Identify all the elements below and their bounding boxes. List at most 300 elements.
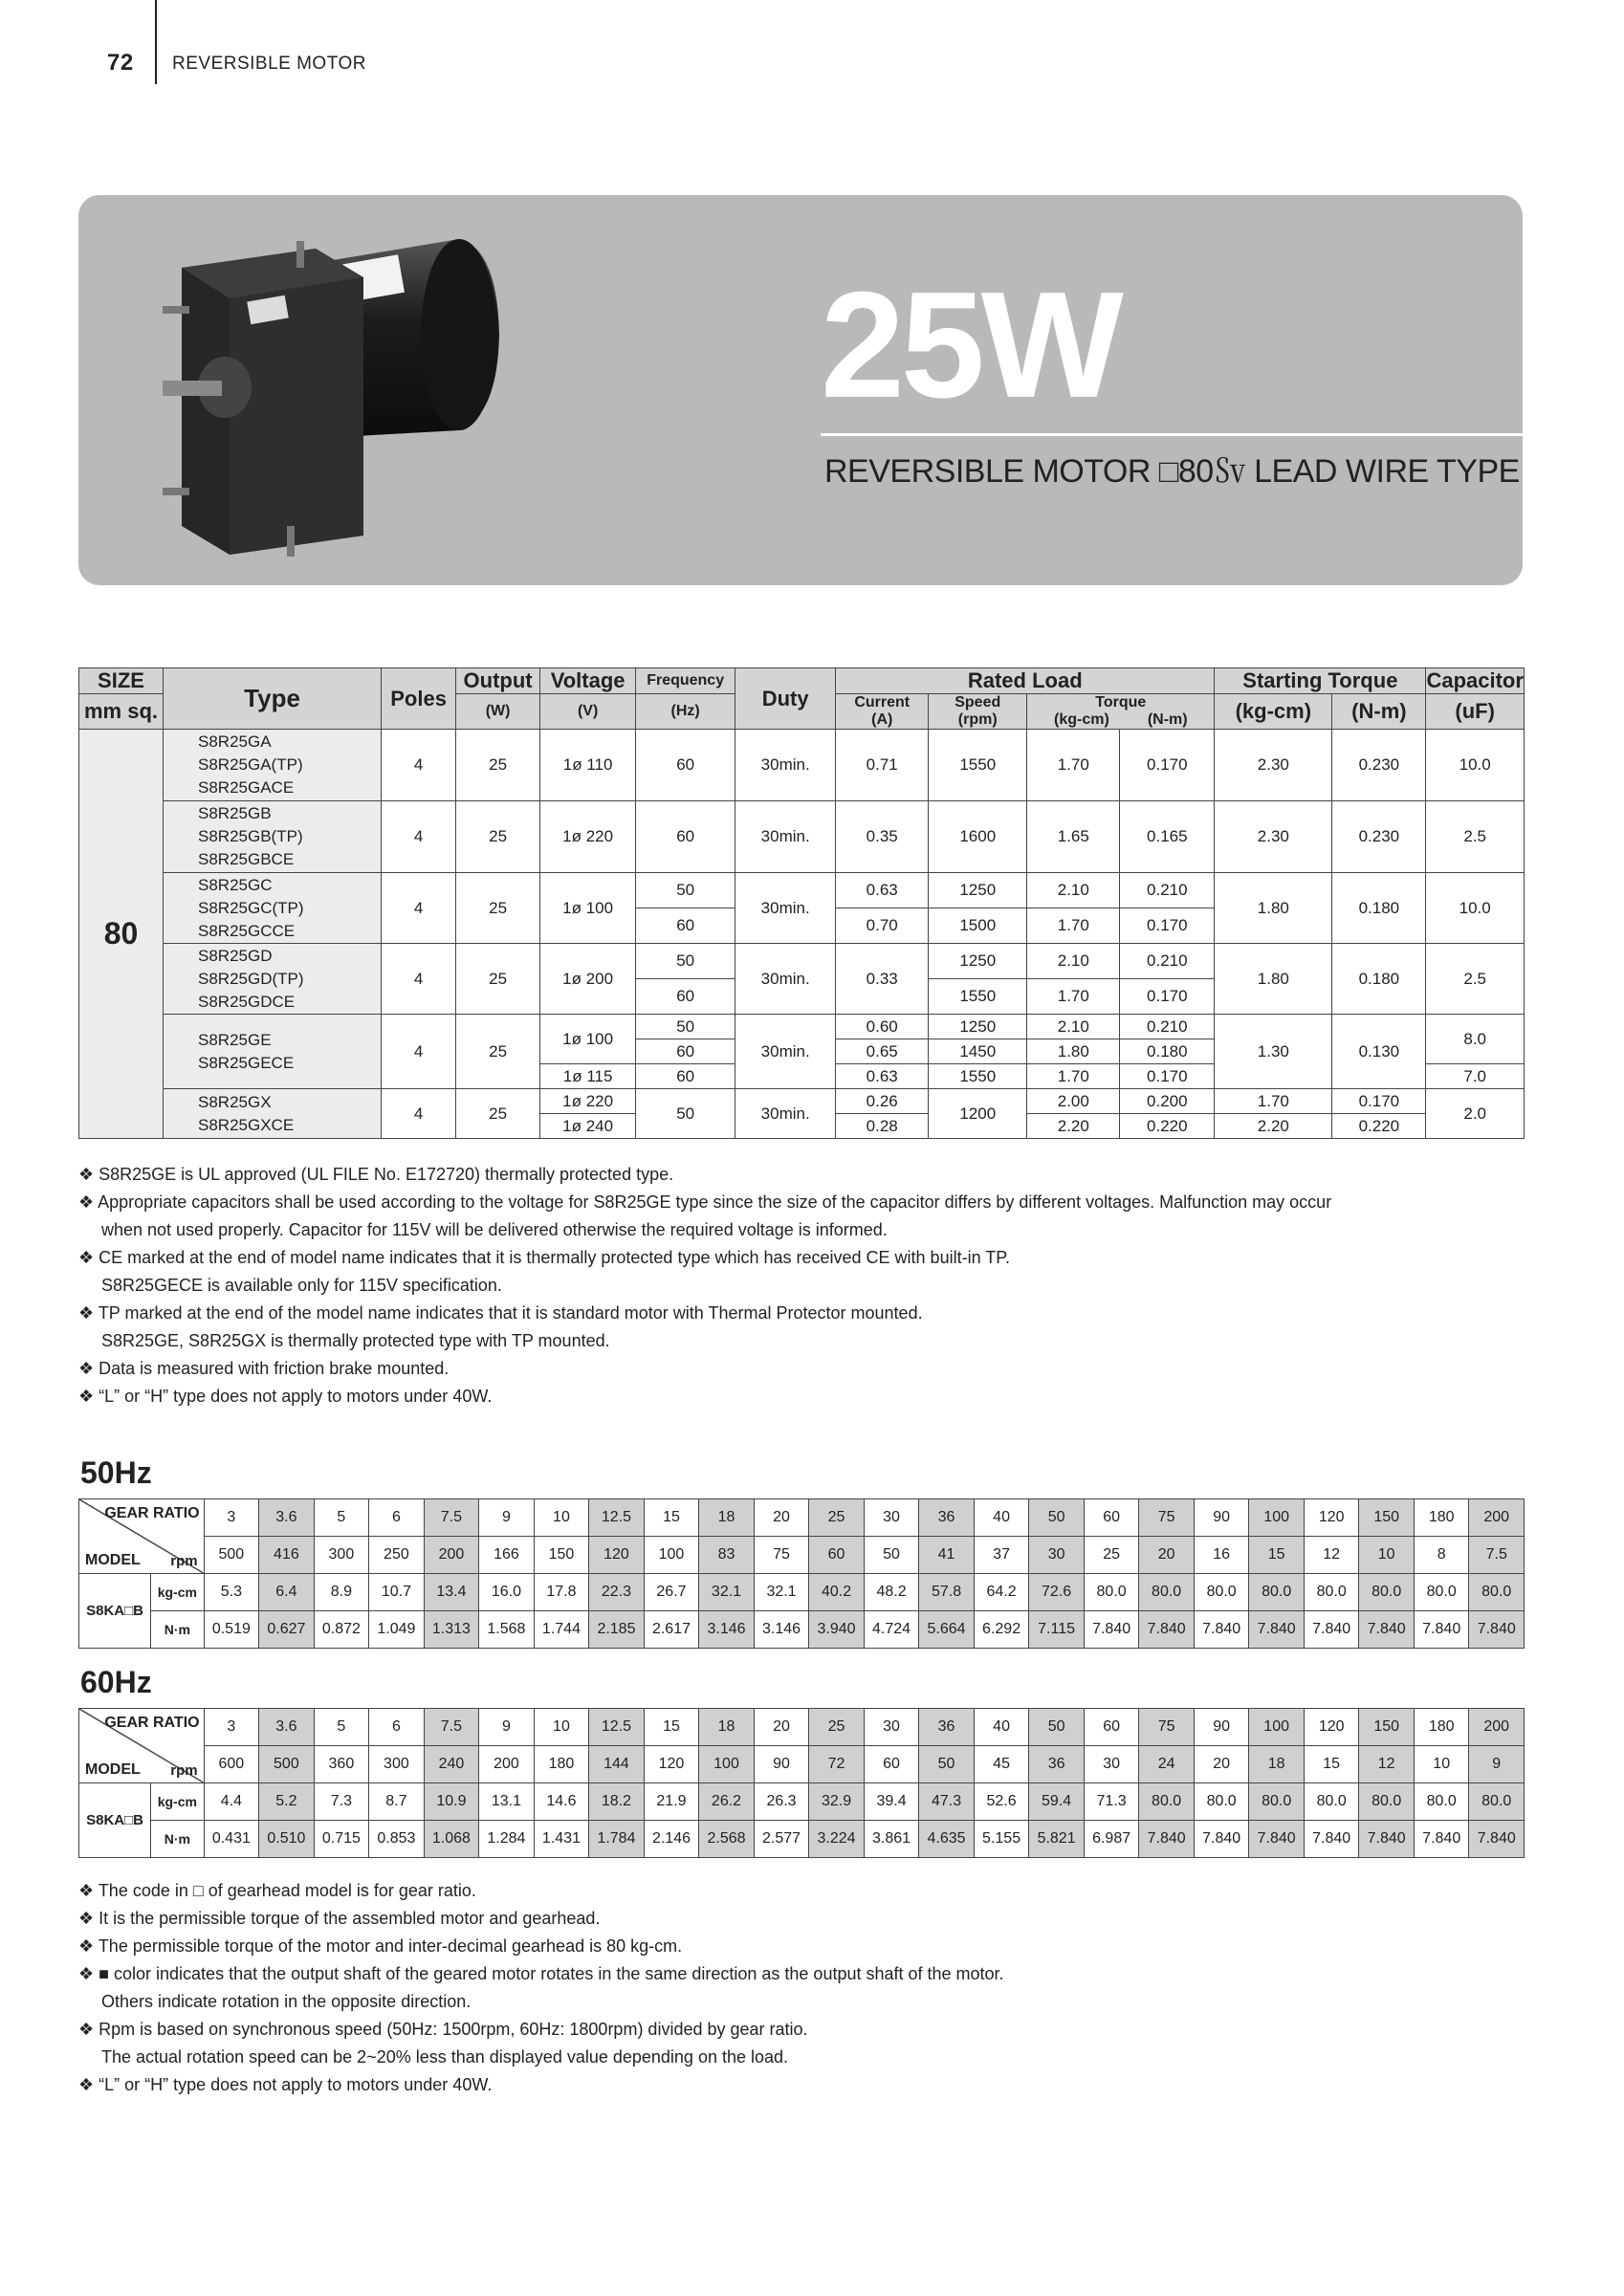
current-value: 0.26 (836, 1089, 929, 1114)
note-line: ❖ TP marked at the end of the model name indicates that it is standard motor with Thermal Protector mounted. (78, 1303, 923, 1323)
kgcm-cell: 7.3 (314, 1783, 369, 1821)
rpm-cell: 144 (589, 1746, 645, 1783)
section-title-50hz: 50Hz (80, 1455, 152, 1490)
gear-ratio-cell: 5 (314, 1499, 369, 1537)
frequency-header: Frequency (636, 668, 735, 694)
gear-ratio-cell: 50 (1029, 1499, 1085, 1537)
kgcm-cell: 80.0 (1304, 1783, 1359, 1821)
torque-nm-value: 0.210 (1120, 873, 1215, 908)
gear-ratio-cell: 90 (1194, 1499, 1249, 1537)
kgcm-cell: 8.7 (369, 1783, 425, 1821)
model-name: S8R25GC(TP) (198, 898, 304, 917)
output-value: 25 (456, 801, 540, 873)
kgcm-cell: 16.0 (479, 1574, 535, 1611)
st-kgcm-value: 2.30 (1215, 801, 1332, 873)
torque-kgcm-value: 1.70 (1027, 1064, 1120, 1089)
model-name: S8R25GB(TP) (198, 827, 303, 845)
output-header: Output (456, 668, 540, 694)
torque-header (1027, 694, 1215, 730)
rpm-cell: 12 (1359, 1746, 1415, 1783)
type-header: Type (164, 668, 382, 730)
model-name: S8R25GB (198, 804, 272, 822)
rated-load-header: Rated Load (836, 668, 1215, 694)
model-name: S8R25GCCE (198, 921, 296, 940)
torque-kgcm-value: 1.70 (1027, 730, 1120, 801)
gear-ratio-cell: 30 (864, 1499, 919, 1537)
rpm-cell: 120 (644, 1746, 699, 1783)
gear-ratio-label: GEAR RATIO (104, 1715, 200, 1731)
nm-row (79, 1611, 1525, 1649)
current-unit: (A) (871, 711, 893, 728)
gear-ratio-cell: 150 (1359, 1709, 1415, 1746)
kgcm-cell: 5.3 (204, 1574, 259, 1611)
st-nm-value: 0.130 (1332, 1015, 1426, 1089)
speed-value: 1200 (929, 1089, 1027, 1139)
st-nm-value: 0.230 (1332, 801, 1426, 873)
gear-ratio-label: GEAR RATIO (104, 1505, 200, 1521)
torque-nm-unit: (N-m) (1147, 711, 1188, 728)
kgcm-cell: 80.0 (1359, 1783, 1415, 1821)
spec-row-gbgroup (79, 801, 1525, 873)
nm-cell: 7.840 (1139, 1611, 1195, 1649)
kgcm-cell: 72.6 (1029, 1574, 1085, 1611)
output-value: 25 (456, 944, 540, 1015)
duty-value: 30min. (735, 944, 836, 1015)
kgcm-cell: 80.0 (1249, 1574, 1305, 1611)
spec-row-gegroup (79, 1015, 1525, 1039)
capacitor-value: 8.0 (1426, 1015, 1525, 1064)
torque-kgcm-value: 2.10 (1027, 1015, 1120, 1039)
gear-ratio-cell: 10 (534, 1499, 589, 1537)
note-line: ❖ “L” or “H” type does not apply to motors under 40W. (78, 1387, 493, 1406)
torque-kgcm-value: 1.65 (1027, 801, 1120, 873)
rpm-cell: 100 (699, 1746, 755, 1783)
kgcm-cell: 17.8 (534, 1574, 589, 1611)
spec-notes (78, 1161, 1532, 1410)
capacitor-value: 2.5 (1426, 944, 1525, 1015)
st-nm-value: 0.180 (1332, 873, 1426, 944)
rpm-cell: 416 (259, 1537, 315, 1574)
gear-ratio-cell: 3 (204, 1499, 259, 1537)
frequency-value: 50 (636, 1015, 735, 1039)
nm-cell: 3.940 (809, 1611, 865, 1649)
nm-cell: 1.784 (589, 1821, 645, 1858)
section-title-60hz: 60Hz (80, 1665, 152, 1699)
note-line: ❖ Appropriate capacitors shall be used according to the voltage for S8R25GE type since the size of the capacitor differs by different voltages. Malfunction may occur (78, 1192, 1332, 1212)
rpm-cell: 50 (864, 1537, 919, 1574)
speed-unit: (rpm) (957, 711, 998, 728)
model-label: MODEL (85, 1761, 141, 1778)
voltage-header: Voltage (540, 668, 636, 694)
nm-cell: 2.146 (644, 1821, 699, 1858)
torque-kgcm-unit: (kg-cm) (1054, 711, 1109, 728)
torque-kgcm-value: 1.80 (1027, 1039, 1120, 1064)
kgcm-cell: 5.2 (259, 1783, 315, 1821)
nm-cell: 7.840 (1414, 1611, 1469, 1649)
speed-header (929, 694, 1027, 730)
nm-cell: 7.840 (1194, 1611, 1249, 1649)
gear-ratio-cell: 3 (204, 1709, 259, 1746)
torque-nm-value: 0.220 (1120, 1114, 1215, 1139)
frequency-value: 60 (636, 1039, 735, 1064)
speed-value: 1250 (929, 873, 1027, 908)
speed-value: 1550 (929, 1064, 1027, 1089)
model-name: S8R25GA (198, 733, 272, 751)
nm-cell: 1.431 (534, 1821, 589, 1858)
duty-header: Duty (735, 668, 836, 730)
gear-ratio-cell: 6 (369, 1499, 425, 1537)
nm-cell: 1.744 (534, 1611, 589, 1649)
nm-cell: 1.049 (369, 1611, 425, 1649)
spec-row-gagroup (79, 730, 1525, 801)
spec-row-gxgroup (79, 1089, 1525, 1114)
kgcm-cell: 80.0 (1139, 1783, 1195, 1821)
gear-ratio-cell: 150 (1359, 1499, 1415, 1537)
gear-ratio-cell: 50 (1029, 1709, 1085, 1746)
st-kgcm-value: 2.30 (1215, 730, 1332, 801)
kgcm-cell: 59.4 (1029, 1783, 1085, 1821)
kgcm-cell: 13.4 (424, 1574, 479, 1611)
model-name: S8R25GDCE (198, 992, 296, 1011)
gear-table-60hz (78, 1708, 1525, 1858)
torque-nm-value: 0.170 (1120, 908, 1215, 944)
gear-ratio-cell: 200 (1469, 1499, 1525, 1537)
note-line: ❖ ■ color indicates that the output shaft of the geared motor rotates in the same direction as the output shaft of the motor. (78, 1964, 1004, 1983)
voltage-value: 1ø 220 (540, 801, 636, 873)
nm-cell: 1.568 (479, 1611, 535, 1649)
rpm-cell: 200 (479, 1746, 535, 1783)
model-name: S8R25GECE (198, 1053, 295, 1072)
nm-cell: 7.840 (1194, 1821, 1249, 1858)
rpm-cell: 500 (259, 1746, 315, 1783)
nm-cell: 3.224 (809, 1821, 865, 1858)
gear-ratio-cell: 25 (809, 1709, 865, 1746)
rpm-cell: 24 (1139, 1746, 1195, 1783)
torque-kgcm-value: 1.70 (1027, 979, 1120, 1015)
rpm-cell: 25 (1084, 1537, 1139, 1574)
gear-ratio-cell: 60 (1084, 1499, 1139, 1537)
model-name: S8R25GD (198, 946, 273, 965)
rpm-cell: 500 (204, 1537, 259, 1574)
poles-value: 4 (382, 873, 456, 944)
model-name: S8R25GXCE (198, 1115, 295, 1134)
torque-label: Torque (1095, 694, 1147, 711)
rpm-cell: 60 (864, 1746, 919, 1783)
capacitor-value: 2.5 (1426, 801, 1525, 873)
gear-ratio-cell: 30 (864, 1709, 919, 1746)
voltage-value: 1ø 115 (540, 1064, 636, 1089)
note-line: ❖ The code in □ of gearhead model is for gear ratio. (78, 1881, 476, 1900)
duty-value: 30min. (735, 1015, 836, 1089)
output-value: 25 (456, 1089, 540, 1139)
note-line: ❖ It is the permissible torque of the assembled motor and gearhead. (78, 1909, 601, 1928)
nm-cell: 4.724 (864, 1611, 919, 1649)
speed-value: 1550 (929, 730, 1027, 801)
model-name: S8R25GD(TP) (198, 969, 304, 988)
rpm-cell: 60 (809, 1537, 865, 1574)
rpm-cell: 20 (1139, 1537, 1195, 1574)
kgcm-cell: 6.4 (259, 1574, 315, 1611)
torque-nm-value: 0.200 (1120, 1089, 1215, 1114)
gear-ratio-cell: 100 (1249, 1709, 1305, 1746)
kgcm-cell: 26.7 (644, 1574, 699, 1611)
nm-cell: 7.840 (1249, 1821, 1305, 1858)
rpm-cell: 45 (974, 1746, 1029, 1783)
capacitor-value: 10.0 (1426, 873, 1525, 944)
current-label: Current (854, 694, 911, 711)
frequency-value: 50 (636, 944, 735, 979)
poles-value: 4 (382, 1089, 456, 1139)
gear-notes (78, 1877, 1532, 2099)
rpm-cell: 83 (699, 1537, 755, 1574)
rpm-cell: 9 (1469, 1746, 1525, 1783)
gear-ratio-cell: 20 (754, 1499, 809, 1537)
kgcm-cell: 4.4 (204, 1783, 259, 1821)
current-value: 0.60 (836, 1015, 929, 1039)
kgcm-cell: 13.1 (479, 1783, 535, 1821)
rpm-cell: 300 (369, 1746, 425, 1783)
kgcm-cell: 80.0 (1194, 1574, 1249, 1611)
duty-value: 30min. (735, 1089, 836, 1139)
model-cell: S8KA□B (79, 1574, 151, 1649)
model-label: MODEL (85, 1552, 141, 1568)
rpm-cell: 300 (314, 1537, 369, 1574)
kgcm-cell: 80.0 (1194, 1783, 1249, 1821)
gear-ratio-cell: 180 (1414, 1499, 1469, 1537)
banner-divider (821, 433, 1523, 436)
rpm-cell: 8 (1414, 1537, 1469, 1574)
gear-ratio-cell: 40 (974, 1499, 1029, 1537)
size-header: SIZE (79, 668, 164, 694)
nm-cell: 1.313 (424, 1611, 479, 1649)
model-name: S8R25GBCE (198, 850, 295, 868)
rpm-cell: 150 (534, 1537, 589, 1574)
rpm-cell: 37 (974, 1537, 1029, 1574)
note-line: ❖ “L” or “H” type does not apply to motors under 40W. (78, 2075, 493, 2094)
duty-value: 30min. (735, 873, 836, 944)
speed-label: Speed (955, 694, 1001, 711)
nm-cell: 7.840 (1469, 1821, 1525, 1858)
kgcm-cell: 64.2 (974, 1574, 1029, 1611)
gear-ratio-cell: 6 (369, 1709, 425, 1746)
gear-ratio-cell: 100 (1249, 1499, 1305, 1537)
current-value: 0.35 (836, 801, 929, 873)
gear-ratio-cell: 7.5 (424, 1709, 479, 1746)
rpm-cell: 600 (204, 1746, 259, 1783)
torque-kgcm-value: 2.10 (1027, 873, 1120, 908)
nm-cell: 5.821 (1029, 1821, 1085, 1858)
nm-cell: 7.840 (1304, 1611, 1359, 1649)
spec-row-gdgroup (79, 944, 1525, 979)
voltage-unit: (V) (540, 694, 636, 730)
current-value: 0.28 (836, 1114, 929, 1139)
note-line: ❖ The permissible torque of the motor and inter-decimal gearhead is 80 kg-cm. (78, 1936, 683, 1956)
capacitor-value: 10.0 (1426, 730, 1525, 801)
gear-ratio-cell: 12.5 (589, 1499, 645, 1537)
gear-ratio-cell: 75 (1139, 1709, 1195, 1746)
gear-ratio-cell: 10 (534, 1709, 589, 1746)
nm-cell: 2.577 (754, 1821, 809, 1858)
nm-cell: 1.068 (424, 1821, 479, 1858)
note-line: S8R25GE, S8R25GX is thermally protected type with TP mounted. (101, 1331, 610, 1350)
nm-cell: 7.840 (1359, 1611, 1415, 1649)
speed-value: 1550 (929, 979, 1027, 1015)
kgcm-cell: 40.2 (809, 1574, 865, 1611)
frequency-value: 50 (636, 1089, 735, 1139)
table-corner-cell (79, 1709, 205, 1783)
rpm-cell: 90 (754, 1746, 809, 1783)
nm-cell: 6.987 (1084, 1821, 1139, 1858)
kgcm-cell: 80.0 (1139, 1574, 1195, 1611)
nm-cell: 0.519 (204, 1611, 259, 1649)
nm-row (79, 1821, 1525, 1858)
type-cell (164, 801, 382, 873)
speed-value: 1600 (929, 801, 1027, 873)
nm-cell: 7.840 (1304, 1821, 1359, 1858)
poles-value: 4 (382, 801, 456, 873)
rpm-row (79, 1746, 1525, 1783)
voltage-value: 1ø 110 (540, 730, 636, 801)
page-number: 72 (107, 50, 134, 76)
nm-cell: 3.146 (699, 1611, 755, 1649)
rpm-cell: 100 (644, 1537, 699, 1574)
gear-ratio-cell: 15 (644, 1499, 699, 1537)
voltage-value: 1ø 220 (540, 1089, 636, 1114)
type-cell (164, 944, 382, 1015)
rpm-cell: 166 (479, 1537, 535, 1574)
running-title: REVERSIBLE MOTOR (172, 54, 366, 74)
gear-ratio-cell: 20 (754, 1709, 809, 1746)
kgcm-row (79, 1574, 1525, 1611)
st-nm-value: 0.230 (1332, 730, 1426, 801)
st-nm-value: 0.220 (1332, 1114, 1426, 1139)
nm-cell: 0.853 (369, 1821, 425, 1858)
rpm-cell: 15 (1249, 1537, 1305, 1574)
rpm-cell: 75 (754, 1537, 809, 1574)
note-line: The actual rotation speed can be 2~20% less than displayed value depending on the load. (101, 2047, 789, 2066)
rpm-cell: 36 (1029, 1746, 1085, 1783)
type-cell (164, 873, 382, 944)
nm-cell: 7.840 (1084, 1611, 1139, 1649)
nm-cell: 0.510 (259, 1821, 315, 1858)
spec-header-row-1 (79, 668, 1525, 694)
kgcm-cell: 71.3 (1084, 1783, 1139, 1821)
gear-ratio-cell: 9 (479, 1709, 535, 1746)
kgcm-cell: 80.0 (1414, 1574, 1469, 1611)
nm-unit: N·m (151, 1821, 205, 1858)
frequency-value: 60 (636, 908, 735, 944)
poles-value: 4 (382, 1015, 456, 1089)
gear-table-50hz (78, 1498, 1525, 1649)
model-name: S8R25GC (198, 875, 273, 894)
rpm-cell: 12 (1304, 1537, 1359, 1574)
current-value: 0.33 (836, 944, 929, 1015)
st-nm-value: 0.180 (1332, 944, 1426, 1015)
rpm-cell: 180 (534, 1746, 589, 1783)
rpm-unit: rpm (170, 1762, 198, 1779)
kgcm-cell: 80.0 (1414, 1783, 1469, 1821)
nm-cell: 0.715 (314, 1821, 369, 1858)
st-kgcm-unit: (kg-cm) (1215, 694, 1332, 730)
table-corner-cell (79, 1499, 205, 1574)
kgcm-cell: 18.2 (589, 1783, 645, 1821)
kgcm-cell: 22.3 (589, 1574, 645, 1611)
torque-nm-value: 0.165 (1120, 801, 1215, 873)
kgcm-cell: 52.6 (974, 1783, 1029, 1821)
nm-cell: 7.840 (1414, 1821, 1469, 1858)
kgcm-cell: 14.6 (534, 1783, 589, 1821)
rpm-cell: 16 (1194, 1537, 1249, 1574)
rpm-cell: 10 (1414, 1746, 1469, 1783)
type-cell (164, 730, 382, 801)
current-value: 0.63 (836, 1064, 929, 1089)
kgcm-cell: 32.1 (754, 1574, 809, 1611)
current-value: 0.63 (836, 873, 929, 908)
torque-nm-value: 0.180 (1120, 1039, 1215, 1064)
gear-ratio-cell: 12.5 (589, 1709, 645, 1746)
nm-cell: 6.292 (974, 1611, 1029, 1649)
torque-kgcm-value: 2.20 (1027, 1114, 1120, 1139)
note-line: S8R25GECE is available only for 115V specification. (101, 1276, 502, 1295)
capacitor-value: 2.0 (1426, 1089, 1525, 1139)
speed-value: 1450 (929, 1039, 1027, 1064)
nm-cell: 7.840 (1359, 1821, 1415, 1858)
duty-value: 30min. (735, 801, 836, 873)
note-line: ❖ S8R25GE is UL approved (UL FILE No. E172720) thermally protected type. (78, 1165, 674, 1184)
rpm-cell: 18 (1249, 1746, 1305, 1783)
torque-kgcm-value: 2.00 (1027, 1089, 1120, 1114)
model-name: S8R25GE (198, 1030, 272, 1049)
model-cell: S8KA□B (79, 1783, 151, 1858)
gear-ratio-cell: 40 (974, 1709, 1029, 1746)
current-value: 0.71 (836, 730, 929, 801)
frequency-value: 60 (636, 801, 735, 873)
note-line: Others indicate rotation in the opposite direction. (101, 1992, 472, 2011)
kgcm-row (79, 1783, 1525, 1821)
rpm-cell: 15 (1304, 1746, 1359, 1783)
gear-ratio-cell: 3.6 (259, 1709, 315, 1746)
gear-ratio-cell: 120 (1304, 1499, 1359, 1537)
model-name: S8R25GA(TP) (198, 755, 303, 774)
nm-cell: 3.861 (864, 1821, 919, 1858)
speed-value: 1250 (929, 1015, 1027, 1039)
model-name: S8R25GX (198, 1092, 272, 1111)
kgcm-cell: 80.0 (1084, 1574, 1139, 1611)
kgcm-cell: 57.8 (919, 1574, 975, 1611)
current-header (836, 694, 929, 730)
nm-cell: 7.115 (1029, 1611, 1085, 1649)
gear-ratio-cell: 36 (919, 1499, 975, 1537)
rpm-cell: 72 (809, 1746, 865, 1783)
kgcm-unit: kg-cm (151, 1783, 205, 1821)
kgcm-cell: 21.9 (644, 1783, 699, 1821)
gear-ratio-cell: 75 (1139, 1499, 1195, 1537)
gear-ratio-cell: 15 (644, 1709, 699, 1746)
motor-photo (143, 210, 526, 574)
note-line: ❖ CE marked at the end of model name indicates that it is thermally protected type which has received CE with built-in TP. (78, 1248, 1010, 1267)
rpm-cell: 30 (1029, 1537, 1085, 1574)
size-unit: mm sq. (79, 694, 164, 730)
output-value: 25 (456, 1015, 540, 1089)
kgcm-cell: 10.9 (424, 1783, 479, 1821)
st-nm-unit: (N-m) (1332, 694, 1426, 730)
kgcm-cell: 80.0 (1469, 1783, 1525, 1821)
nm-cell: 4.635 (919, 1821, 975, 1858)
duty-value: 30min. (735, 730, 836, 801)
torque-nm-value: 0.170 (1120, 979, 1215, 1015)
model-name: S8R25GACE (198, 778, 295, 797)
note-line: ❖ Rpm is based on synchronous speed (50Hz: 1500rpm, 60Hz: 1800rpm) divided by gear ratio. (78, 2020, 808, 2039)
